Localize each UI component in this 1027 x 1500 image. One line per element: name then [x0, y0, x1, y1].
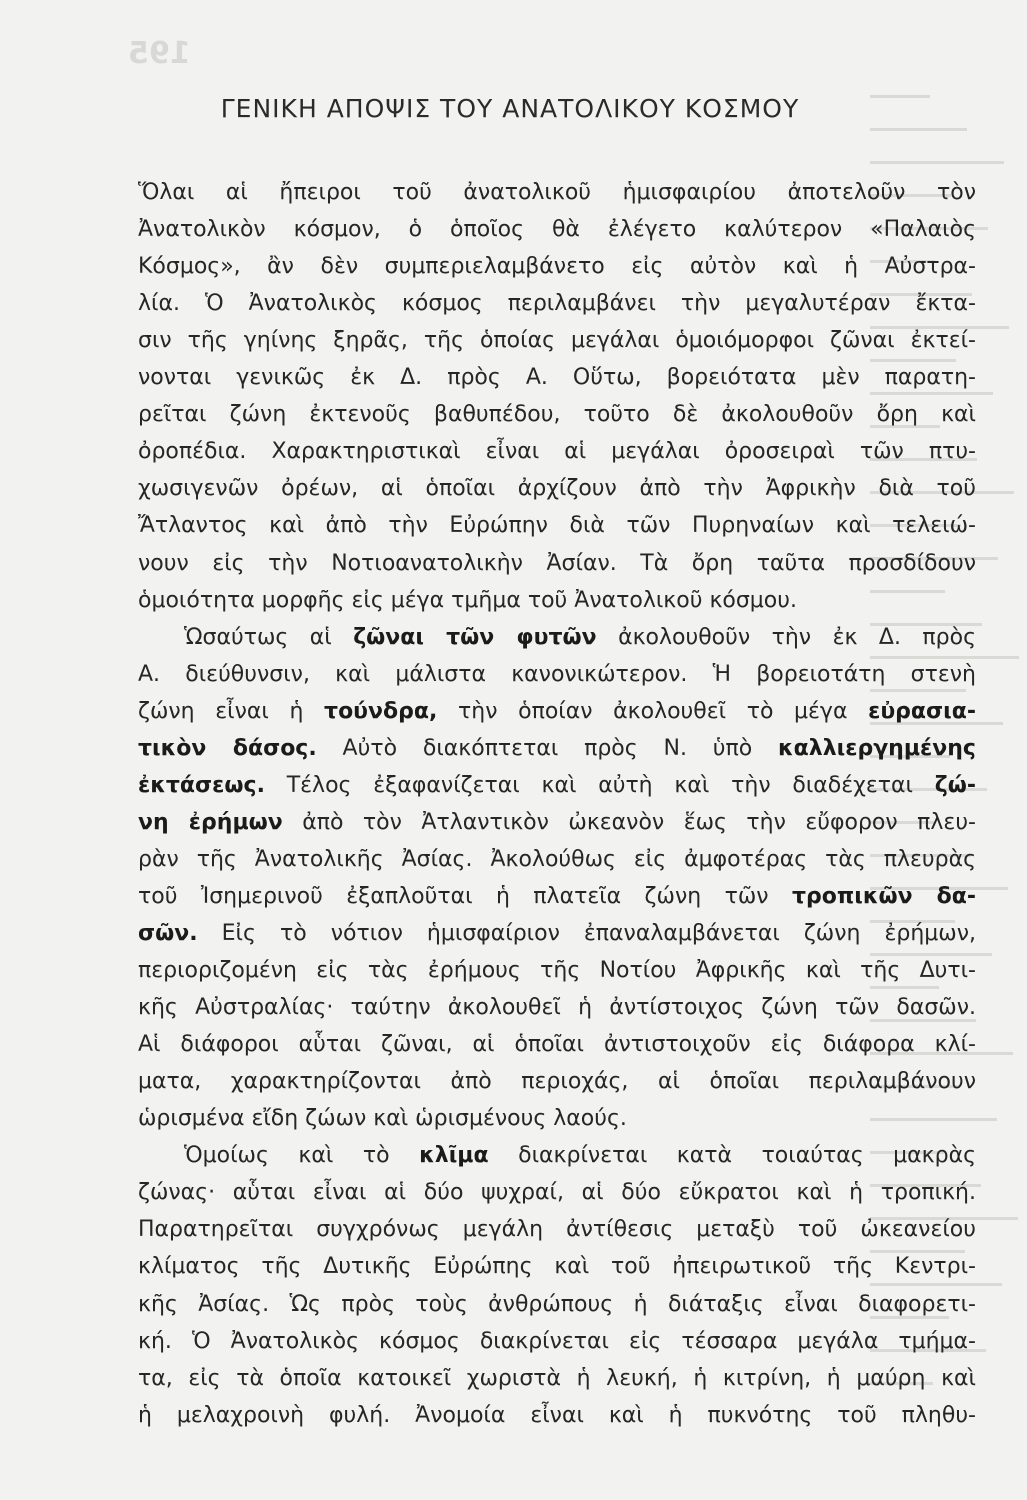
text-run: χωσιγενῶν ὀρέων, αἱ ὁποῖαι ἀρχίζουν ἀπὸ τὴν Ἀφρικὴν διὰ τοῦ	[138, 476, 976, 502]
text-run: τὴν ὁποίαν ἀκολουθεῖ τὸ μέγα	[437, 698, 869, 724]
text-line	[138, 1104, 976, 1134]
text-line	[138, 549, 976, 579]
text-run: νουν εἰς τὴν Νοτιοανατολικὴν Ἀσίαν. Τὰ ὄρη ταῦτα προσδίδουν	[138, 550, 976, 576]
text-run: Ὅλαι αἱ ἤπειροι τοῦ ἀνατολικοῦ ἡμισφαιρίου ἀποτελοῦν τὸν	[138, 180, 976, 205]
text-line	[138, 1327, 976, 1357]
text-line	[138, 956, 976, 986]
text-run: Ἀνατολικὸν κόσμον, ὁ ὁποῖος θὰ ἐλέγετο καλύτερον «Παλαιὸς	[138, 217, 976, 243]
text-run: Παρατηρεῖται συγχρόνως μεγάλη ἀντίθεσις μεταξὺ τοῦ ὠκεανείου	[138, 1217, 976, 1243]
bold-term: σῶν.	[138, 921, 198, 946]
text-run: κλίματος τῆς Δυτικῆς Εὐρώπης καὶ τοῦ ἠπειρωτικοῦ τῆς Κεντρι-	[138, 1254, 976, 1280]
text-run: ὀροπέδια. Χαρακτηριστικαὶ εἶναι αἱ μεγάλαι ὀροσειραὶ τῶν πτυ-	[138, 439, 976, 465]
text-line	[138, 993, 976, 1023]
bold-term: ζῶναι τῶν φυτῶν	[353, 624, 597, 650]
text-line	[138, 252, 976, 282]
text-line	[138, 919, 976, 949]
page-number: 195	[128, 36, 191, 71]
text-line	[138, 1290, 976, 1320]
text-run: Αἱ διάφοροι αὗται ζῶναι, αἱ ὁποῖαι ἀντιστοιχοῦν εἰς διάφορα κλί-	[138, 1032, 976, 1058]
text-line	[138, 660, 976, 690]
text-line	[138, 1364, 976, 1394]
text-line	[138, 178, 976, 208]
text-run: ζώνη εἶναι ἡ	[138, 698, 325, 724]
text-line	[138, 511, 976, 541]
text-run: νονται γενικῶς ἐκ Δ. πρὸς Α. Οὕτω, βορειότατα μὲν παρατη-	[138, 365, 976, 391]
text-line	[138, 1178, 976, 1208]
text-line	[138, 882, 976, 912]
text-run: κῆς Αὐστραλίας· ταύτην ἀκολουθεῖ ἡ ἀντίστοιχος ζώνη τῶν δασῶν.	[138, 995, 976, 1021]
text-run: σιν τῆς γηίνης ξηρᾶς, τῆς ὁποίας μεγάλαι ὁμοιόμορφοι ζῶναι ἐκτεί-	[138, 328, 976, 354]
text-line	[138, 215, 976, 245]
text-line	[138, 808, 976, 838]
text-line	[138, 400, 976, 430]
text-run: ὁμοιότητα μορφῆς εἰς μέγα τμῆμα τοῦ Ἀνατολικοῦ κόσμου.	[138, 587, 797, 613]
bold-term: κλῖμα	[419, 1143, 489, 1169]
page-title: ΓΕΝΙΚΗ ΑΠΟΨΙΣ ΤΟΥ ΑΝΑΤΟΛΙΚΟΥ ΚΟΣΜΟΥ	[220, 94, 800, 123]
text-line	[138, 1215, 976, 1245]
text-run: Ὡσαύτως αἱ	[184, 624, 354, 650]
text-line	[138, 845, 976, 875]
text-line	[138, 1252, 976, 1282]
text-run: διακρίνεται κατὰ τοιαύτας μακρὰς	[488, 1143, 976, 1169]
bold-term: ζώ-	[934, 772, 976, 798]
bold-term: ἐκτάσεως.	[138, 772, 265, 798]
text-line	[138, 697, 976, 727]
text-run: Κόσμος», ἂν δὲν συμπεριελαμβάνετο εἰς αὐτὸν καὶ ἡ Αὐστρα-	[138, 254, 976, 280]
text-run: κή. Ὁ Ἀνατολικὸς κόσμος διακρίνεται εἰς τέσσαρα μεγάλα τμήμα-	[138, 1328, 976, 1354]
text-line	[138, 326, 976, 356]
text-line	[138, 363, 976, 393]
text-line	[138, 586, 976, 616]
text-line	[138, 771, 976, 801]
text-run: ἀπὸ τὸν Ἀτλαντικὸν ὠκεανὸν ἕως τὴν εὔφορον πλευ-	[282, 809, 976, 835]
bold-term: τούνδρα,	[324, 698, 438, 724]
text-run: Εἰς τὸ νότιον ἡμισφαίριον ἐπαναλαμβάνεται ζώνη ἐρήμων,	[197, 921, 976, 946]
text-run: ζώνας· αὗται εἶναι αἱ δύο ψυχραί, αἱ δύο εὔκρατοι καὶ ἡ τροπική.	[138, 1180, 976, 1206]
bold-term: νη ἐρήμων	[138, 809, 283, 835]
text-line	[138, 734, 976, 764]
text-run: κῆς Ἀσίας. Ὡς πρὸς τοὺς ἀνθρώπους ἡ διάταξις εἶναι διαφορετι-	[138, 1291, 976, 1317]
text-run: ρὰν τῆς Ἀνατολικῆς Ἀσίας. Ἀκολούθως εἰς ἀμφοτέρας τὰς πλευρὰς	[138, 846, 976, 872]
text-line	[138, 1067, 976, 1097]
text-line	[138, 289, 976, 319]
text-line	[184, 1141, 976, 1171]
bold-term: τροπικῶν δα-	[791, 883, 976, 909]
text-line	[138, 1401, 976, 1431]
text-run: Τέλος ἐξαφανίζεται καὶ αὐτὴ καὶ τὴν διαδέχεται	[264, 772, 935, 798]
text-run: ματα, χαρακτηρίζονται ἀπὸ περιοχάς, αἱ ὁποῖαι περιλαμβάνουν	[138, 1069, 976, 1095]
text-run: τα, εἰς τὰ ὁποῖα κατοικεῖ χωριστὰ ἡ λευκή, ἡ κιτρίνη, ἡ μαύρη καὶ	[138, 1365, 976, 1391]
text-line	[138, 474, 976, 504]
bold-term: τικὸν δάσος.	[138, 735, 317, 761]
text-run: ὡρισμένα εἴδη ζώων καὶ ὡρισμένους λαούς.	[138, 1106, 627, 1132]
text-line	[184, 623, 976, 653]
bold-term: καλλιεργημένης	[778, 735, 976, 761]
text-line	[138, 437, 976, 467]
text-run: ἡ μελαχροινὴ φυλή. Ἀνομοία εἶναι καὶ ἡ πυκνότης τοῦ πληθυ-	[138, 1402, 976, 1428]
bold-term: εὐρασια-	[868, 698, 976, 724]
text-run: Ἄτλαντος καὶ ἀπὸ τὴν Εὐρώπην διὰ τῶν Πυρηναίων καὶ τελειώ-	[138, 513, 976, 539]
text-run: περιοριζομένη εἰς τὰς ἐρήμους τῆς Νοτίου Ἀφρικῆς καὶ τῆς Δυτι-	[138, 958, 976, 984]
text-run: Αὐτὸ διακόπτεται πρὸς Ν. ὑπὸ	[316, 735, 779, 761]
text-run: ρεῖται ζώνη ἐκτενοῦς βαθυπέδου, τοῦτο δὲ ἀκολουθοῦν ὄρη καὶ	[138, 402, 976, 428]
text-run: λία. Ὁ Ἀνατολικὸς κόσμος περιλαμβάνει τὴν μεγαλυτέραν ἔκτα-	[138, 291, 976, 317]
text-run: Ὁμοίως καὶ τὸ	[184, 1143, 420, 1169]
text-run: τοῦ Ἰσημερινοῦ ἐξαπλοῦται ἡ πλατεῖα ζώνη τῶν	[138, 883, 792, 909]
text-run: ἀκολουθοῦν τὴν ἐκ Δ. πρὸς	[596, 624, 976, 650]
text-run: Α. διεύθυνσιν, καὶ μάλιστα κανονικώτερον. Ἡ βορειοτάτη στενὴ	[138, 661, 976, 687]
text-line	[138, 1030, 976, 1060]
